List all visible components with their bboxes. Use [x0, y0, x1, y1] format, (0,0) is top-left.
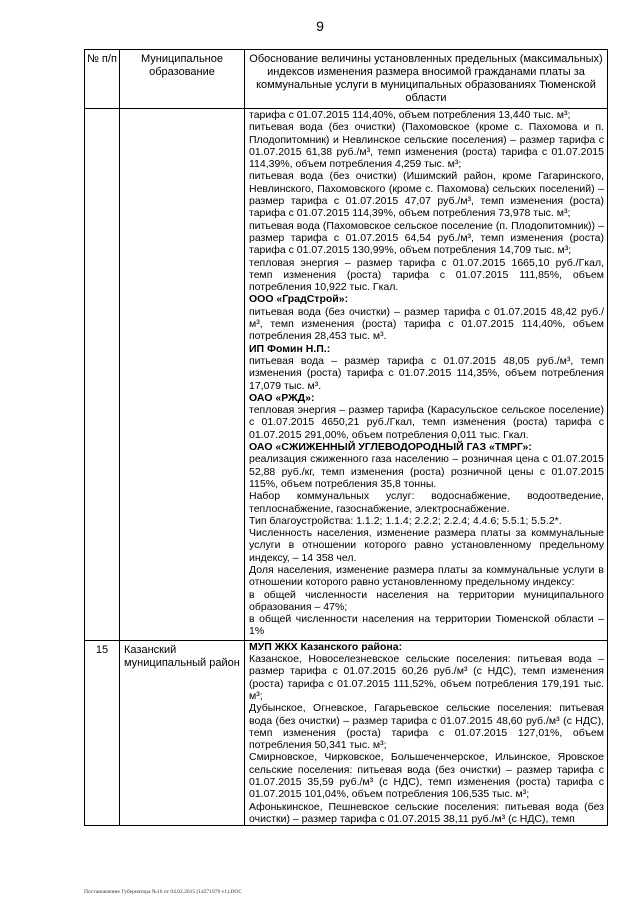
row-municipality — [120, 109, 245, 641]
document-footer: Постановление Губернатора №16 от 04.02.2015 (14271979 v1).DOC — [84, 889, 243, 895]
table-row — [85, 109, 608, 641]
row-number: 15 — [85, 640, 120, 825]
page-number: 9 — [316, 18, 324, 34]
text-line: в общей численности населения на территории муниципального образования – 47%; — [249, 588, 604, 613]
text-line: тарифа с 01.07.2015 114,40%, объем потребления 13,440 тыс. м³; — [249, 109, 571, 121]
header-justification: Обоснование величины установленных предельных (максимальных) индексов изменения размера вносимой гражданами платы за коммунальные услуги в муниципальных образованиях Тюменской области — [245, 50, 608, 109]
table-header-row — [85, 50, 608, 109]
org-heading: ИП Фомин Н.П.: — [249, 342, 331, 355]
row-municipality: Казанский муниципальный район — [120, 640, 245, 825]
tariff-table — [84, 49, 608, 826]
text-line: Численность населения, изменение размера платы за коммунальные услуги в отношении которого равно установленному предельному индексу, – 14 358 чел. — [249, 527, 604, 564]
text-line: Дубынское, Огневское, Гагарьевское сельские поселения: питьевая вода (без очистки) – размер тарифа с 01.07.2015 48,60 руб./м³ (с НДС), темп изменения (роста) тарифа с 01.07.2015 127,01%, объем потребления 50,341 тыс. м³; — [249, 702, 604, 752]
text-line: Набор коммунальных услуг: водоснабжение, водоотведение, теплоснабжение, газоснабжение, электроснабжение. — [249, 490, 604, 515]
org-heading: МУП ЖКХ Казанского района: — [249, 640, 403, 653]
text-line: питьевая вода (без очистки) – размер тарифа с 01.07.2015 48,42 руб./м³, темп изменения (роста) тарифа с 01.07.2015 114,40%, объем потребления 28,453 тыс. м³. — [249, 305, 604, 343]
text-line: Афонькинское, Пешневское сельские поселения: питьевая вода (без очистки) – размер тарифа с 01.07.2015 38,11 руб./м³ (с НДС), темп — [249, 800, 604, 825]
org-heading: ООО «ГрадСтрой»: — [249, 293, 349, 306]
text-line: питьевая вода (без очистки) (Пахомовское (кроме с. Пахомова и п. Плодопитомник) и Невлинское сельские поселения) – размер тарифа с 01.07.2015 61,38 руб./м³, темп изменения (роста) тарифа с 01.07.2015 114,39%, объем потребления 4,259 тыс. м³; — [249, 121, 604, 171]
text-line: питьевая вода – размер тарифа с 01.07.2015 48,05 руб./м³, темп изменения (роста) тарифа с 01.07.2015 114,35%, объем потребления 17,079 тыс. м³. — [249, 354, 604, 392]
header-number: № п/п — [85, 50, 120, 109]
text-line: тепловая энергия – размер тарифа с 01.07.2015 1665,10 руб./Гкал, темп изменения (роста) тарифа с 01.07.2015 111,85%, объем потребления 10,922 тыс. Гкал. — [249, 256, 604, 294]
text-line: Смирновское, Чирковское, Большеченчерское, Ильинское, Яровское сельские поселения: питьевая вода (без очистки) – размер тарифа с 01.07.2015 35,59 руб./м³ (с НДС), темп изменения (роста) тарифа с 01.07.2015 101,04%, объем потребления 106,535 тыс. м³; — [249, 751, 604, 801]
text-line: тепловая энергия – размер тарифа (Карасульское сельское поселение) с 01.07.2015 4650,21 руб./Гкал, темп изменения (роста) тарифа с 01.07.2015 291,00%, объем потребления 0,011 тыс. Гкал. — [249, 404, 604, 441]
org-heading: ОАО «РЖД»: — [249, 391, 315, 404]
row-justification — [245, 109, 608, 641]
text-line: в общей численности населения на территории Тюменской области – 1% — [249, 613, 604, 638]
row-number — [85, 109, 120, 641]
text-line: Тип благоустройства: 1.1.2; 1.1.4; 2.2.2; 2.2.4; 4.4.6; 5.5.1; 5.5.2*. — [249, 514, 562, 527]
header-municipality: Муниципальное образование — [120, 50, 245, 109]
row-justification — [245, 640, 608, 825]
text-line: Казанское, Новоселезневское сельские поселения: питьевая вода – размер тарифа с 01.07.2015 60,26 руб./м³ (с НДС), темп изменения (роста) тарифа с 01.07.2015 111,52%, объем потребления 179,191 тыс. м³; — [249, 653, 604, 702]
text-line: Доля населения, изменение размера платы за коммунальные услуги в отношении которого равно установленному предельному индексу: — [249, 563, 604, 589]
text-line: реализация сжиженного газа населению – розничная цена с 01.07.2015 52,88 руб./кг, темп изменения (роста) розничной цены с 01.07.2015 115%, объем потребления 35,8 тонны. — [249, 453, 604, 490]
text-line: питьевая вода (Пахомовское сельское поселение (п. Плодопитомник)) – размер тарифа с 01.07.2015 64,54 руб./м³, темп изменения (роста) тарифа с 01.07.2015 130,99%, объем потребления 14,709 тыс. м³; — [249, 219, 604, 257]
org-heading: ОАО «СЖИЖЕННЫЙ УГЛЕВОДОРОДНЫЙ ГАЗ «ТМРГ»: — [249, 441, 532, 454]
text-line: питьевая вода (без очистки) (Ишимский район, кроме Гагаринского, Невлинского, Пахомовского (кроме с. Пахомова) сельских поселений) – размер тарифа с 01.07.2015 47,07 руб./м³, темп изменения (роста) тарифа с 01.07.2015 114,39%, объем потребления 73,978 тыс. м³; — [249, 170, 604, 220]
table-row — [85, 640, 608, 825]
